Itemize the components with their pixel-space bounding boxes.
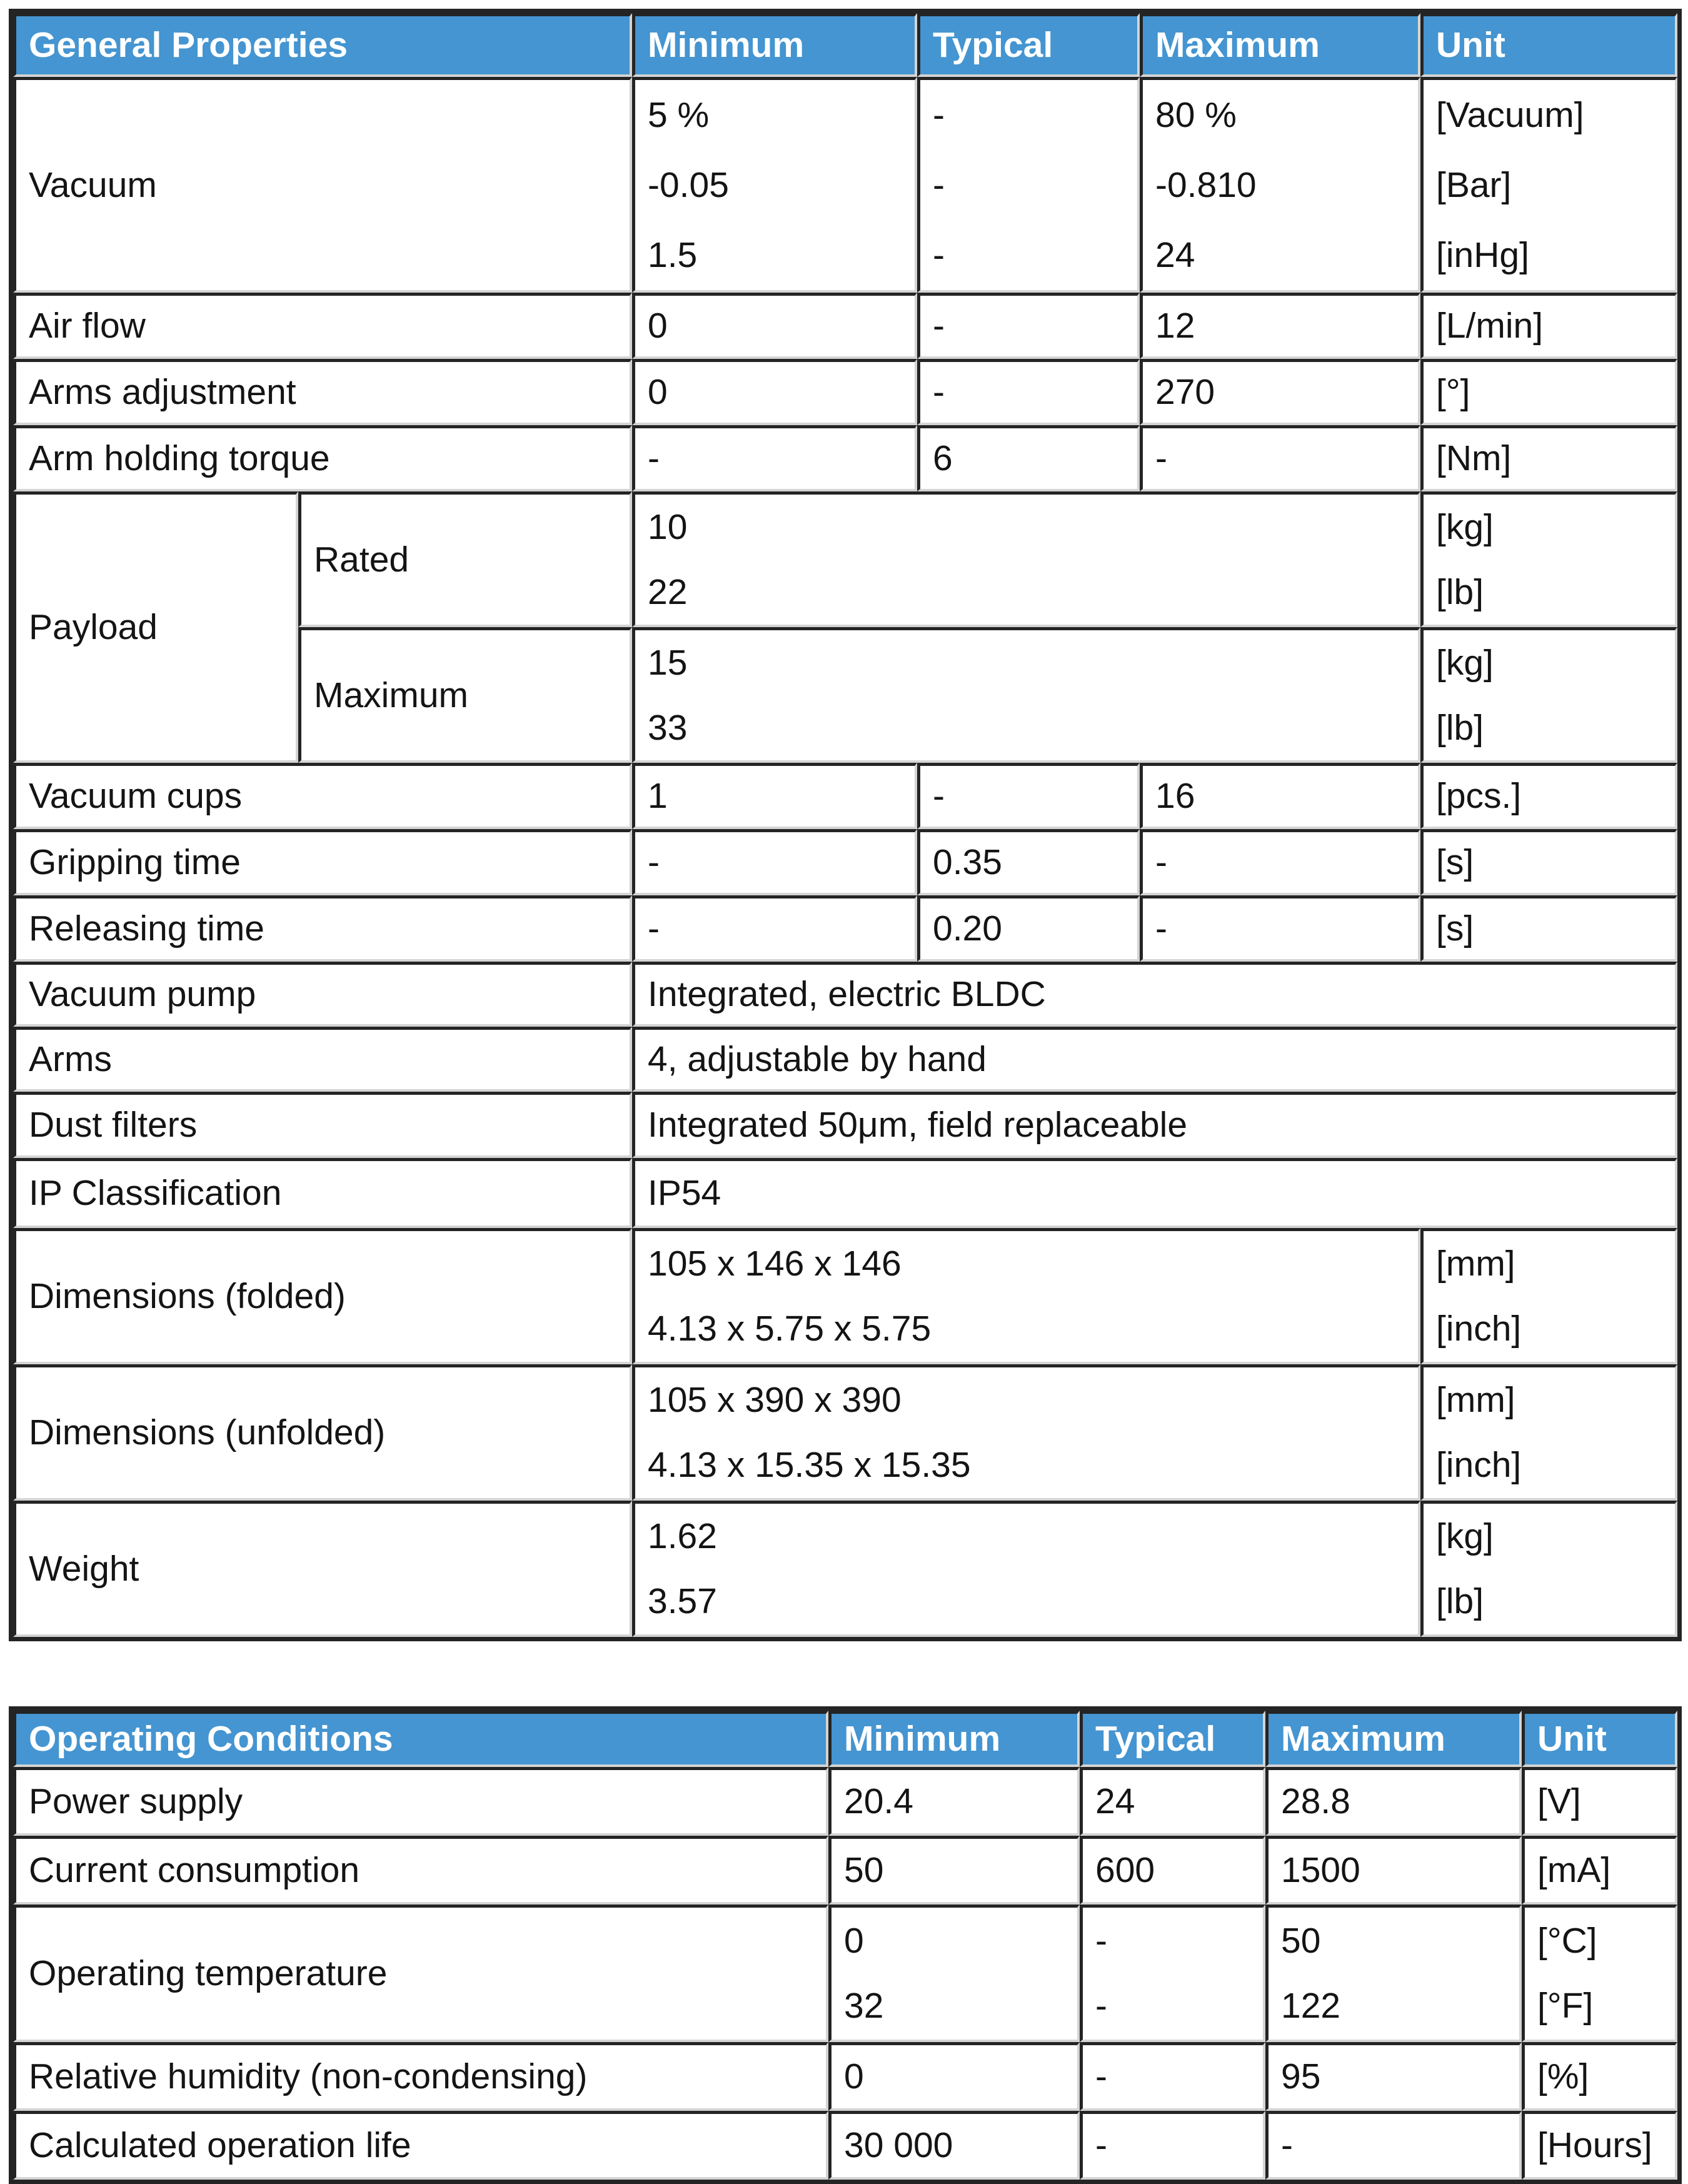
relative-humidity-min: 0 [828, 2042, 1080, 2111]
dimensions-folded-values [632, 1228, 1420, 1364]
value-line: 4.13 x 5.75 x 5.75 [648, 1309, 932, 1349]
arms-value: 4, adjustable by hand [632, 1027, 1677, 1092]
t1-header-minimum: Minimum [632, 13, 917, 77]
current-consumption-unit: [mA] [1522, 1836, 1677, 1905]
releasing-time-min: - [632, 895, 917, 962]
value-line: 80 % [1155, 94, 1237, 135]
releasing-time-typ: 0.20 [917, 895, 1140, 962]
relative-humidity-max: 95 [1265, 2042, 1522, 2111]
unit-line: [kg] [1436, 506, 1494, 547]
row-label: Dimensions (unfolded) [29, 1412, 386, 1453]
vacuum-cups-min: 1 [632, 763, 917, 829]
value-line: - [1095, 1921, 1107, 1961]
releasing-time-label: Releasing time [13, 895, 632, 962]
t1-header-maximum: Maximum [1140, 13, 1420, 77]
t1-header-unit: Unit [1420, 13, 1677, 77]
general-properties-table [9, 9, 1682, 1641]
value-line: 50 [1281, 1921, 1321, 1961]
sub-label: Rated [314, 539, 409, 580]
value-line: 22 [648, 571, 688, 612]
row-arms-adjustment [13, 359, 1677, 425]
vacuum-unit [1420, 77, 1677, 293]
value-line: -0.05 [648, 164, 729, 205]
t2-header-unit: Unit [1522, 1711, 1677, 1767]
row-releasing-time [13, 895, 1677, 962]
gripping-time-typ: 0.35 [917, 829, 1140, 895]
payload-rated-unit [1420, 491, 1677, 627]
gripping-time-label: Gripping time [13, 829, 632, 895]
t1-header-row [13, 13, 1677, 77]
t2-header-typical: Typical [1080, 1711, 1265, 1767]
row-dust-filters [13, 1092, 1677, 1158]
arms-adjustment-min: 0 [632, 359, 917, 425]
value-line: 5 % [648, 94, 710, 135]
current-consumption-max: 1500 [1265, 1836, 1522, 1905]
gripping-time-max: - [1140, 829, 1420, 895]
unit-line: [°F] [1537, 1986, 1594, 2026]
t1-header-typical: Typical [917, 13, 1140, 77]
value-line: 3.57 [648, 1581, 717, 1622]
value-line: 105 x 146 x 146 [648, 1244, 902, 1284]
value-line: 1.5 [648, 234, 698, 275]
vacuum-cups-label: Vacuum cups [13, 763, 632, 829]
value-line: 10 [648, 506, 688, 547]
dimensions-folded-label [13, 1228, 632, 1364]
row-ip-classification [13, 1158, 1677, 1228]
unit-line: [inch] [1436, 1309, 1522, 1349]
current-consumption-min: 50 [828, 1836, 1080, 1905]
value-line: 32 [844, 1986, 884, 2026]
air-flow-min: 0 [632, 293, 917, 359]
row-relative-humidity [13, 2042, 1677, 2111]
unit-line: [lb] [1436, 1581, 1484, 1622]
row-air-flow [13, 293, 1677, 359]
value-line: 33 [648, 707, 688, 748]
calculated-operation-life-label: Calculated operation life [13, 2111, 828, 2180]
calculated-operation-life-unit: [Hours] [1522, 2111, 1677, 2180]
unit-line: [kg] [1436, 1516, 1494, 1557]
operating-temperature-label [13, 1905, 828, 2042]
payload-rated-label [298, 491, 632, 627]
row-vacuum-cups [13, 763, 1677, 829]
vacuum-pump-label: Vacuum pump [13, 962, 632, 1027]
power-supply-label: Power supply [13, 1767, 828, 1836]
gripping-time-min: - [632, 829, 917, 895]
arms-adjustment-unit: [°] [1420, 359, 1677, 425]
operating-temperature-unit [1522, 1905, 1677, 2042]
row-gripping-time [13, 829, 1677, 895]
dimensions-unfolded-label [13, 1364, 632, 1501]
power-supply-max: 28.8 [1265, 1767, 1522, 1836]
arms-label: Arms [13, 1027, 632, 1092]
air-flow-unit: [L/min] [1420, 293, 1677, 359]
unit-line: [°C] [1537, 1921, 1597, 1961]
value-line: 4.13 x 15.35 x 15.35 [648, 1445, 971, 1486]
payload-rated-values [632, 491, 1420, 627]
value-line: 105 x 390 x 390 [648, 1380, 902, 1421]
unit-line: [lb] [1436, 571, 1484, 612]
ip-classification-value: IP54 [632, 1158, 1677, 1228]
power-supply-unit: [V] [1522, 1767, 1677, 1836]
unit-line: [inch] [1436, 1445, 1522, 1486]
relative-humidity-typ: - [1080, 2042, 1265, 2111]
arm-holding-torque-unit: [Nm] [1420, 425, 1677, 491]
unit-line: [lb] [1436, 707, 1484, 748]
value-line: - [933, 234, 945, 275]
dust-filters-label: Dust filters [13, 1092, 632, 1158]
dimensions-unfolded-values [632, 1364, 1420, 1501]
row-calculated-operation-life [13, 2111, 1677, 2180]
arms-adjustment-typ: - [917, 359, 1140, 425]
payload-label: Payload [13, 491, 298, 763]
power-supply-typ: 24 [1080, 1767, 1265, 1836]
arm-holding-torque-max: - [1140, 425, 1420, 491]
value-line: 15 [648, 642, 688, 683]
dimensions-folded-unit [1420, 1228, 1677, 1364]
sub-label: Maximum [314, 675, 469, 715]
vacuum-label: Vacuum [13, 77, 632, 293]
row-label: Weight [29, 1549, 139, 1589]
row-power-supply [13, 1767, 1677, 1836]
releasing-time-max: - [1140, 895, 1420, 962]
row-vacuum [13, 77, 1677, 293]
arm-holding-torque-min: - [632, 425, 917, 491]
weight-unit [1420, 1501, 1677, 1637]
payload-maximum-unit [1420, 627, 1677, 763]
calculated-operation-life-min: 30 000 [828, 2111, 1080, 2180]
arm-holding-torque-typ: 6 [917, 425, 1140, 491]
arms-adjustment-max: 270 [1140, 359, 1420, 425]
value-line: 24 [1155, 234, 1195, 275]
current-consumption-typ: 600 [1080, 1836, 1265, 1905]
operating-conditions-table [9, 1706, 1682, 2184]
value-line: 1.62 [648, 1516, 717, 1557]
t1-title: General Properties [13, 13, 632, 77]
vacuum-max [1140, 77, 1420, 293]
air-flow-max: 12 [1140, 293, 1420, 359]
value-line: - [933, 164, 945, 205]
unit-line: [mm] [1436, 1244, 1515, 1284]
vacuum-cups-unit: [pcs.] [1420, 763, 1677, 829]
unit-line: [Vacuum] [1436, 94, 1584, 135]
t2-header-minimum: Minimum [828, 1711, 1080, 1767]
value-line: - [933, 94, 945, 135]
row-vacuum-pump [13, 962, 1677, 1027]
vacuum-cups-max: 16 [1140, 763, 1420, 829]
vacuum-pump-value: Integrated, electric BLDC [632, 962, 1677, 1027]
value-line: - [1095, 1986, 1107, 2026]
arms-adjustment-label: Arms adjustment [13, 359, 632, 425]
row-arms [13, 1027, 1677, 1092]
t2-title: Operating Conditions [13, 1711, 828, 1767]
ip-classification-label: IP Classification [13, 1158, 632, 1228]
relative-humidity-label: Relative humidity (non-condensing) [13, 2042, 828, 2111]
weight-label [13, 1501, 632, 1637]
relative-humidity-unit: [%] [1522, 2042, 1677, 2111]
row-label: Dimensions (folded) [29, 1276, 346, 1317]
value-line: 122 [1281, 1986, 1341, 2026]
operating-temperature-typ [1080, 1905, 1265, 2042]
unit-line: [Bar] [1436, 164, 1512, 205]
value-line: -0.810 [1155, 164, 1257, 205]
value-line: 0 [844, 1921, 864, 1961]
row-operating-temperature [13, 1905, 1677, 2042]
t2-header-row [13, 1711, 1677, 1767]
row-dimensions-folded [13, 1228, 1677, 1364]
unit-line: [kg] [1436, 642, 1494, 683]
gripping-time-unit: [s] [1420, 829, 1677, 895]
dust-filters-value: Integrated 50μm, field replaceable [632, 1092, 1677, 1158]
t2-header-maximum: Maximum [1265, 1711, 1522, 1767]
row-arm-holding-torque [13, 425, 1677, 491]
row-label: Operating temperature [29, 1953, 388, 1994]
payload-maximum-label [298, 627, 632, 763]
arm-holding-torque-label: Arm holding torque [13, 425, 632, 491]
air-flow-typ: - [917, 293, 1140, 359]
vacuum-typ [917, 77, 1140, 293]
air-flow-label: Air flow [13, 293, 632, 359]
row-payload-rated [13, 491, 1677, 627]
current-consumption-label: Current consumption [13, 1836, 828, 1905]
unit-line: [mm] [1436, 1380, 1515, 1421]
row-weight [13, 1501, 1677, 1637]
vacuum-cups-typ: - [917, 763, 1140, 829]
unit-line: [inHg] [1436, 234, 1529, 275]
row-dimensions-unfolded [13, 1364, 1677, 1501]
releasing-time-unit: [s] [1420, 895, 1677, 962]
operating-temperature-min [828, 1905, 1080, 2042]
dimensions-unfolded-unit [1420, 1364, 1677, 1501]
calculated-operation-life-typ: - [1080, 2111, 1265, 2180]
operating-temperature-max [1265, 1905, 1522, 2042]
vacuum-min [632, 77, 917, 293]
calculated-operation-life-max: - [1265, 2111, 1522, 2180]
row-current-consumption [13, 1836, 1677, 1905]
power-supply-min: 20.4 [828, 1767, 1080, 1836]
weight-values [632, 1501, 1420, 1637]
payload-maximum-values [632, 627, 1420, 763]
